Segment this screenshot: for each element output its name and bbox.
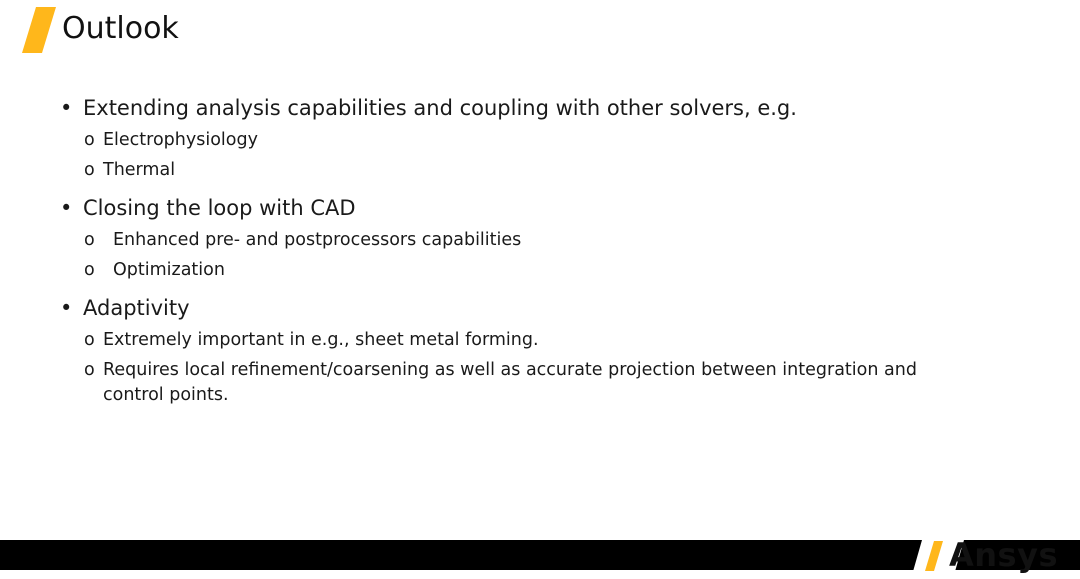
sub-bullet-text: Enhanced pre- and postprocessors capabilities — [113, 230, 522, 250]
sub-bullet-marker: o — [84, 230, 95, 250]
sub-bullet-text: Optimization — [113, 260, 225, 280]
sub-bullet-marker: o — [84, 360, 95, 380]
bullet-marker: • — [60, 296, 73, 320]
sub-bullet-marker: o — [84, 260, 95, 280]
bullet-marker: • — [60, 96, 73, 120]
bullet-text: Extending analysis capabilities and coupling with other solvers, e.g. — [83, 96, 797, 120]
sub-bullet-text: Extremely important in e.g., sheet metal forming. — [103, 330, 539, 350]
sub-bullet-marker: o — [84, 330, 95, 350]
bullet-marker: • — [60, 196, 73, 220]
sub-bullet-text: Requires local refinement/coarsening as well as accurate projection between integration and — [103, 360, 917, 380]
title-accent-slash-icon — [22, 7, 56, 53]
sub-bullet-marker: o — [84, 160, 95, 180]
bullet-text: Closing the loop with CAD — [83, 196, 356, 220]
sub-bullet-text: Electrophysiology — [103, 130, 258, 150]
sub-bullet-marker: o — [84, 130, 95, 150]
sub-bullet-text: control points. — [103, 385, 229, 405]
ansys-logo-text: Ansys — [949, 536, 1058, 574]
sub-bullet-text: Thermal — [103, 160, 176, 180]
bullet-text: Adaptivity — [83, 296, 190, 320]
slide-title: Outlook — [62, 11, 179, 46]
